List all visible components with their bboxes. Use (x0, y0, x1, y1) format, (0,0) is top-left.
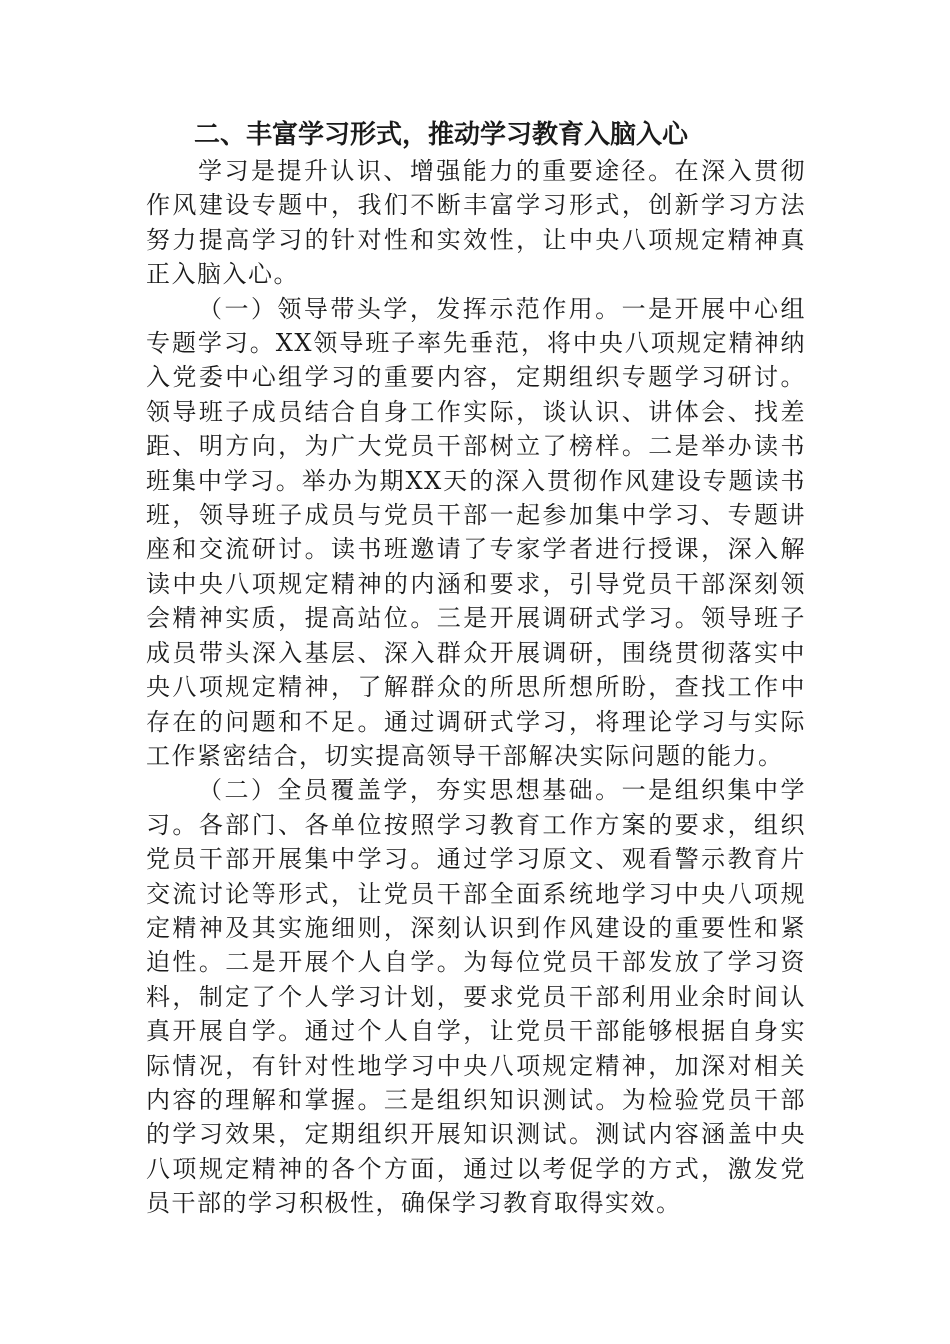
document-page (146, 118, 806, 1221)
section-2-paragraph (146, 773, 806, 1220)
section-1-lead: （一）领导带头学，发挥示范作用。 (198, 294, 622, 323)
section-1-body: 一是开展中心组专题学习。XX领导班子率先垂范，将中央八项规定精神纳入党委中心组学习的重要内容，定期组织专题学习研讨。领导班子成员结合自身工作实际，谈认识、讲体会、找差距、明方向，为广大党员干部树立了榜样。二是举办读书班集中学习。举办为期XX天的深入贯彻作风建设专题读书班，领导班子成员与党员干部一起参加集中学习、专题讲座和交流研讨。读书班邀请了专家学者进行授课，深入解读中央八项规定精神的内涵和要求，引导党员干部深刻领会精神实质，提高站位。三是开展调研式学习。领导班子成员带头深入基层、深入群众开展调研，围绕贯彻落实中央八项规定精神，了解群众的所思所想所盼，查找工作中存在的问题和不足。通过调研式学习，将理论学习与实际工作紧密结合，切实提高领导干部解决实际问题的能力。 (146, 294, 807, 770)
section-heading: 二、丰富学习形式，推动学习教育入脑入心 (194, 120, 689, 150)
intro-paragraph: 学习是提升认识、增强能力的重要途径。在深入贯彻作风建设专题中，我们不断丰富学习形式，创新学习方法努力提高学习的针对性和实效性，让中央八项规定精神真正入脑入心。 (146, 157, 806, 289)
section-1-paragraph (146, 292, 806, 774)
section-2-lead: （二）全员覆盖学，夯实思想基础。 (198, 776, 622, 805)
section-2-body: 一是组织集中学习。各部门、各单位按照学习教育工作方案的要求，组织党员干部开展集中学习。通过学习原文、观看警示教育片交流讨论等形式，让党员干部全面系统地学习中央八项规定精神及其实施细则，深刻认识到作风建设的重要性和紧迫性。二是开展个人自学。为每位党员干部发放了学习资料，制定了个人学习计划，要求党员干部利用业余时间认真开展自学。通过个人自学，让党员干部能够根据自身实际情况，有针对性地学习中央八项规定精神，加深对相关内容的理解和掌握。三是组织知识测试。为检验党员干部的学习效果，定期组织开展知识测试。测试内容涵盖中央八项规定精神的各个方面，通过以考促学的方式，激发党员干部的学习积极性，确保学习教育取得实效。 (146, 776, 807, 1218)
